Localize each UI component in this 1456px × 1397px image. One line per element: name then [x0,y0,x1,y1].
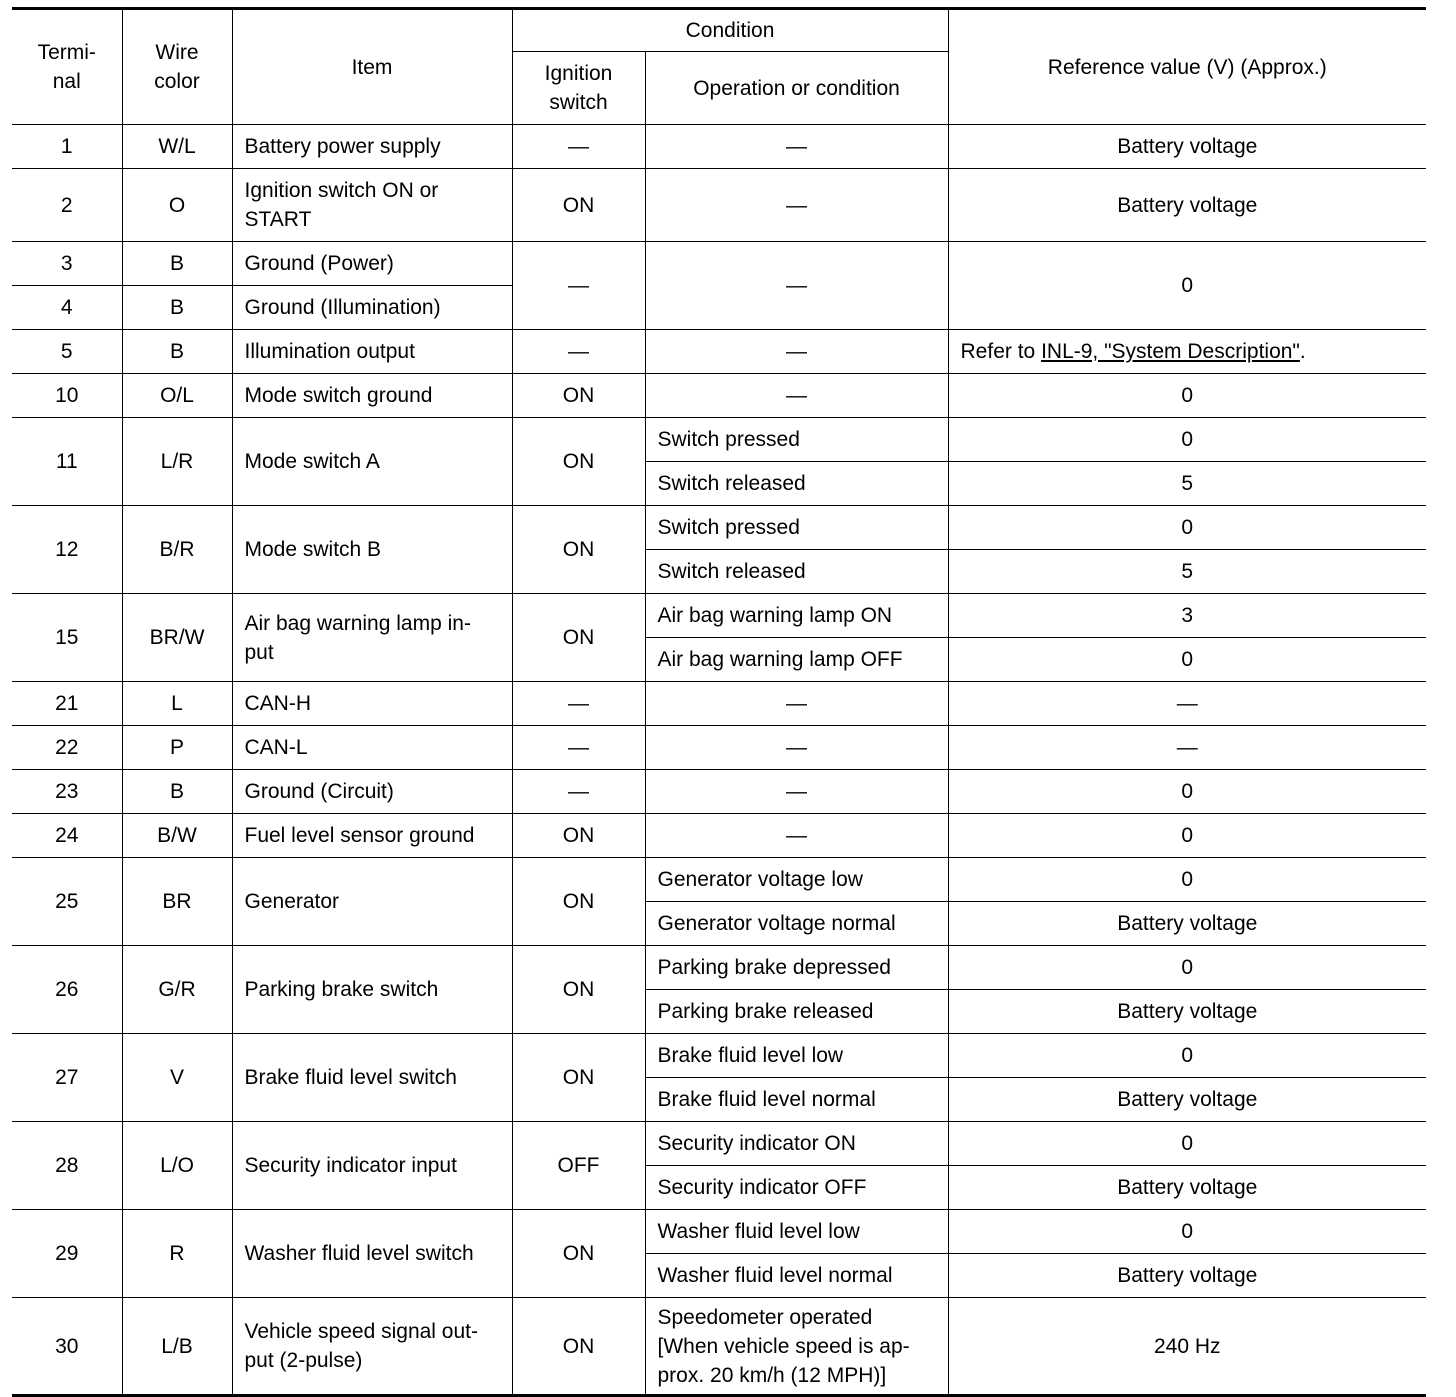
table-row [12,770,1426,814]
wire-color-cell: P [122,726,232,770]
ignition-cell: ON [512,1034,645,1122]
operation-cell: — [645,125,948,169]
reference-cell: 0 [948,1034,1426,1078]
terminal-cell: 15 [12,594,122,682]
wire-color-cell: G/R [122,946,232,1034]
item-cell: Vehicle speed signal out- put (2-pulse) [232,1298,512,1396]
reference-cell: 0 [948,1210,1426,1254]
wire-color-cell: L/R [122,418,232,506]
table-row [12,125,1426,169]
reference-cell: 0 [948,418,1426,462]
operation-cell: Security indicator ON [645,1122,948,1166]
table-row [12,594,1426,638]
operation-cell: — [645,682,948,726]
ignition-cell: — [512,770,645,814]
wire-color-cell: V [122,1034,232,1122]
ignition-cell: — [512,125,645,169]
header-condition: Condition [512,9,948,52]
system-description-link[interactable]: INL-9, "System Description" [1041,340,1300,363]
reference-cell: Battery voltage [948,169,1426,242]
reference-cell [948,330,1426,374]
table-row [12,330,1426,374]
ignition-cell: — [512,726,645,770]
ignition-cell: ON [512,418,645,506]
item-cell: Washer fluid level switch [232,1210,512,1298]
operation-cell: — [645,770,948,814]
table-row [12,726,1426,770]
reference-cell: 0 [948,506,1426,550]
table-row [12,1034,1426,1078]
table-row [12,242,1426,286]
wire-color-cell: B/R [122,506,232,594]
terminal-cell: 24 [12,814,122,858]
ignition-cell: — [512,682,645,726]
reference-cell: Battery voltage [948,125,1426,169]
operation-cell: Switch pressed [645,506,948,550]
operation-cell: Security indicator OFF [645,1166,948,1210]
item-cell: Mode switch ground [232,374,512,418]
item-cell: Battery power supply [232,125,512,169]
reference-cell: 0 [948,858,1426,902]
item-cell: Fuel level sensor ground [232,814,512,858]
terminal-cell: 4 [12,286,122,330]
wire-color-cell: B/W [122,814,232,858]
terminal-cell: 29 [12,1210,122,1298]
table-row [12,506,1426,550]
table-row [12,418,1426,462]
reference-cell: Battery voltage [948,1166,1426,1210]
item-cell: Illumination output [232,330,512,374]
terminal-cell: 10 [12,374,122,418]
terminal-cell: 5 [12,330,122,374]
wire-color-cell: B [122,330,232,374]
header-ignition-switch: Ignition switch [512,52,645,125]
item-cell: CAN-H [232,682,512,726]
terminal-cell: 27 [12,1034,122,1122]
reference-cell: 0 [948,638,1426,682]
operation-cell: Generator voltage low [645,858,948,902]
wire-color-cell: B [122,770,232,814]
table-row [12,169,1426,242]
operation-cell: — [645,726,948,770]
header-reference-value: Reference value (V) (Approx.) [948,9,1426,125]
reference-cell: Battery voltage [948,1078,1426,1122]
ignition-cell: ON [512,1210,645,1298]
item-cell: Parking brake switch [232,946,512,1034]
operation-cell: Washer fluid level low [645,1210,948,1254]
reference-cell: 0 [948,814,1426,858]
wire-color-cell: O [122,169,232,242]
operation-cell: Switch released [645,462,948,506]
ignition-cell: ON [512,374,645,418]
header-operation: Operation or condition [645,52,948,125]
table-row [12,858,1426,902]
reference-cell: 0 [948,770,1426,814]
terminal-cell: 25 [12,858,122,946]
terminal-cell: 28 [12,1122,122,1210]
operation-cell: Brake fluid level low [645,1034,948,1078]
terminal-cell: 26 [12,946,122,1034]
wire-color-cell: O/L [122,374,232,418]
operation-cell: Generator voltage normal [645,902,948,946]
wire-color-cell: B [122,286,232,330]
operation-cell: Washer fluid level normal [645,1254,948,1298]
ignition-cell: ON [512,169,645,242]
terminal-cell: 1 [12,125,122,169]
operation-cell: — [645,374,948,418]
table-row [12,814,1426,858]
wire-color-cell: R [122,1210,232,1298]
reference-cell: — [948,682,1426,726]
terminal-cell: 30 [12,1298,122,1396]
ignition-cell: ON [512,1298,645,1396]
item-cell: Generator [232,858,512,946]
wire-color-cell: BR [122,858,232,946]
ignition-cell: ON [512,506,645,594]
reference-cell: 5 [948,550,1426,594]
operation-cell: Speedometer operated [When vehicle speed is ap- prox. 20 km/h (12 MPH)] [645,1298,948,1396]
operation-cell: Parking brake released [645,990,948,1034]
item-cell: Ground (Circuit) [232,770,512,814]
operation-cell: Air bag warning lamp ON [645,594,948,638]
item-cell: Air bag warning lamp in- put [232,594,512,682]
table-row [12,1210,1426,1254]
operation-cell: Brake fluid level normal [645,1078,948,1122]
wire-color-cell: L/B [122,1298,232,1396]
item-cell: Ignition switch ON or START [232,169,512,242]
operation-cell: Air bag warning lamp OFF [645,638,948,682]
ignition-cell: — [512,330,645,374]
reference-cell: 0 [948,242,1426,330]
terminal-cell: 2 [12,169,122,242]
operation-cell: — [645,330,948,374]
reference-cell: — [948,726,1426,770]
header-wire-color: Wire color [122,9,232,125]
ignition-cell: — [512,242,645,330]
terminal-cell: 22 [12,726,122,770]
terminal-cell: 12 [12,506,122,594]
wire-color-cell: L [122,682,232,726]
reference-prefix: Refer to [960,340,1042,363]
reference-cell: 0 [948,946,1426,990]
wire-color-cell: B [122,242,232,286]
terminal-cell: 23 [12,770,122,814]
terminal-reference-table [12,7,1426,1397]
reference-cell: 0 [948,374,1426,418]
reference-cell: 3 [948,594,1426,638]
item-cell: Security indicator input [232,1122,512,1210]
ignition-cell: ON [512,946,645,1034]
operation-cell: — [645,169,948,242]
ignition-cell: ON [512,594,645,682]
item-cell: Brake fluid level switch [232,1034,512,1122]
operation-cell: Switch released [645,550,948,594]
terminal-cell: 11 [12,418,122,506]
terminal-cell: 3 [12,242,122,286]
ignition-cell: ON [512,858,645,946]
item-cell: Ground (Power) [232,242,512,286]
header-terminal: Termi- nal [12,9,122,125]
table-row [12,1122,1426,1166]
terminal-cell: 21 [12,682,122,726]
operation-cell: — [645,242,948,330]
operation-cell: — [645,814,948,858]
wire-color-cell: W/L [122,125,232,169]
table-row [12,374,1426,418]
reference-cell: Battery voltage [948,902,1426,946]
ignition-cell: OFF [512,1122,645,1210]
reference-cell: 5 [948,462,1426,506]
item-cell: CAN-L [232,726,512,770]
table-row [12,682,1426,726]
reference-cell: 240 Hz [948,1298,1426,1396]
table-row [12,1298,1426,1396]
header-item: Item [232,9,512,125]
operation-cell: Parking brake depressed [645,946,948,990]
table-row [12,946,1426,990]
item-cell: Mode switch B [232,506,512,594]
item-cell: Ground (Illumination) [232,286,512,330]
reference-cell: 0 [948,1122,1426,1166]
reference-cell: Battery voltage [948,990,1426,1034]
item-cell: Mode switch A [232,418,512,506]
ignition-cell: ON [512,814,645,858]
wire-color-cell: BR/W [122,594,232,682]
wire-color-cell: L/O [122,1122,232,1210]
operation-cell: Switch pressed [645,418,948,462]
reference-suffix: . [1299,340,1306,363]
reference-cell: Battery voltage [948,1254,1426,1298]
